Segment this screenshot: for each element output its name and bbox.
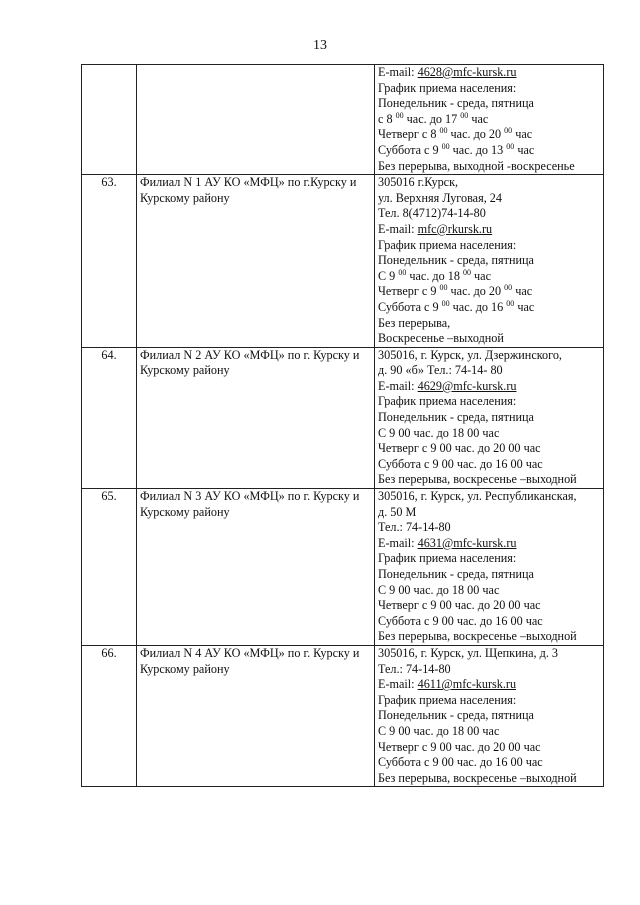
schedule-hours-thursday: Четверг с 9 $^{00}$ час. до 20 $^{00}$ час [378,283,533,299]
branch-details [375,65,604,175]
table-row [82,65,604,175]
email-line: E-mail: 4629@mfc-kursk.ru [378,378,517,393]
schedule-days: Понедельник - среда, пятница [378,96,534,111]
schedule-hours-weekdays: С 9 00 час. до 18 00 час [378,582,500,597]
address-line: 305016 г.Курск, [378,175,459,190]
address-line: 305016, г. Курск, ул. Дзержинского, [378,347,562,362]
schedule-hours-thursday: Четверг с 9 00 час. до 20 00 час [378,598,541,613]
schedule-hours-thursday: Четверг с 9 00 час. до 20 00 час [378,441,541,456]
schedule-hours-thursday: Четверг с 8 $^{00}$ час. до 20 $^{00}$ час [378,126,533,142]
schedule-closed-note: Без перерыва, воскресенье –выходной [378,472,577,487]
branch-details [375,645,604,786]
address-line: д. 50 М [378,504,417,519]
page-number: 13 [313,38,327,53]
email-link[interactable]: 4629@mfc-kursk.ru [417,378,517,393]
schedule-days: Понедельник - среда, пятница [378,567,534,581]
table-row [82,645,604,786]
email-line: E-mail: 4628@mfc-kursk.ru [378,65,517,79]
schedule-title: График приема населения: [378,551,517,566]
schedule-hours-weekdays: С 9 00 час. до 18 00 час [378,723,500,738]
email-line: E-mail: 4631@mfc-kursk.ru [378,535,517,550]
row-number: 65. [82,489,137,646]
email-link[interactable]: 4628@mfc-kursk.ru [417,65,517,79]
row-number: 66. [82,645,137,786]
schedule-closed-note: Без перерыва, воскресенье –выходной [378,629,577,644]
schedule-hours-thursday: Четверг с 9 00 час. до 20 00 час [378,739,541,754]
row-number [82,65,137,175]
schedule-hours-saturday: Суббота с 9 00 час. до 16 00 час [378,613,543,628]
schedule-hours-saturday: Суббота с 9 00 час. до 16 00 час [378,456,543,471]
schedule-hours-saturday: Суббота с 9 $^{00}$ час. до 13 $^{00}$ час [378,141,535,157]
address-line: ул. Верхняя Луговая, 24 [378,190,502,205]
table-row [82,489,604,646]
email-link[interactable]: 4611@mfc-kursk.ru [417,677,517,692]
email-link[interactable]: mfc@rkursk.ru [417,221,493,236]
address-line: д. 90 «б» Тел.: 74-14- 80 [378,363,503,378]
schedule-title: График приема населения: [378,237,517,252]
schedule-hours-weekdays: с 8 $^{00}$ час. до 17 $^{00}$ час [378,110,489,126]
schedule-closed-note: Без перерыва, воскресенье –выходной [378,770,577,785]
phone-line: Тел.: 74-14-80 [378,661,451,676]
table-row [82,175,604,348]
branch-details [375,489,604,646]
schedule-break-note: Без перерыва, [378,315,451,330]
branch-name [137,65,375,175]
phone-line: Тел. 8(4712)74-14-80 [378,206,486,221]
branch-name: Филиал N 2 АУ КО «МФЦ» по г. Курску и Курскому району [137,347,375,488]
branch-name: Филиал N 1 АУ КО «МФЦ» по г.Курску и Курскому району [137,175,375,348]
row-number: 64. [82,347,137,488]
address-line: 305016, г. Курск, ул. Республиканская, [378,489,577,504]
branch-details [375,175,604,348]
schedule-title: График приема населения: [378,692,517,707]
schedule-closed-note: Воскресенье –выходной [378,331,504,346]
email-line: E-mail: mfc@rkursk.ru [378,221,493,236]
schedule-title: График приема населения: [378,394,517,409]
phone-line: Тел.: 74-14-80 [378,520,451,535]
schedule-hours-saturday: Суббота с 9 $^{00}$ час. до 16 $^{00}$ час [378,298,535,314]
schedule-hours-saturday: Суббота с 9 00 час. до 16 00 час [378,755,543,770]
email-link[interactable]: 4631@mfc-kursk.ru [417,535,517,550]
schedule-title: График приема населения: [378,80,517,95]
address-line: 305016, г. Курск, ул. Щепкина, д. 3 [378,645,559,660]
branch-details [375,347,604,488]
email-line: E-mail: 4611@mfc-kursk.ru [378,677,517,692]
schedule-days: Понедельник - среда, пятница [378,253,534,268]
row-number: 63. [82,175,137,348]
branch-name: Филиал N 3 АУ КО «МФЦ» по г. Курску и Курскому району [137,489,375,646]
branch-table [81,64,604,787]
schedule-hours-weekdays: С 9 00 час. до 18 00 час [378,425,500,440]
schedule-days: Понедельник - среда, пятница [378,708,534,723]
table-row [82,347,604,488]
branch-name: Филиал N 4 АУ КО «МФЦ» по г. Курску и Курскому району [137,645,375,786]
schedule-hours-weekdays: С 9 $^{00}$ час. до 18 $^{00}$ час [378,267,491,283]
schedule-closed-note: Без перерыва, выходной -воскресенье [378,158,575,173]
schedule-days: Понедельник - среда, пятница [378,410,534,425]
